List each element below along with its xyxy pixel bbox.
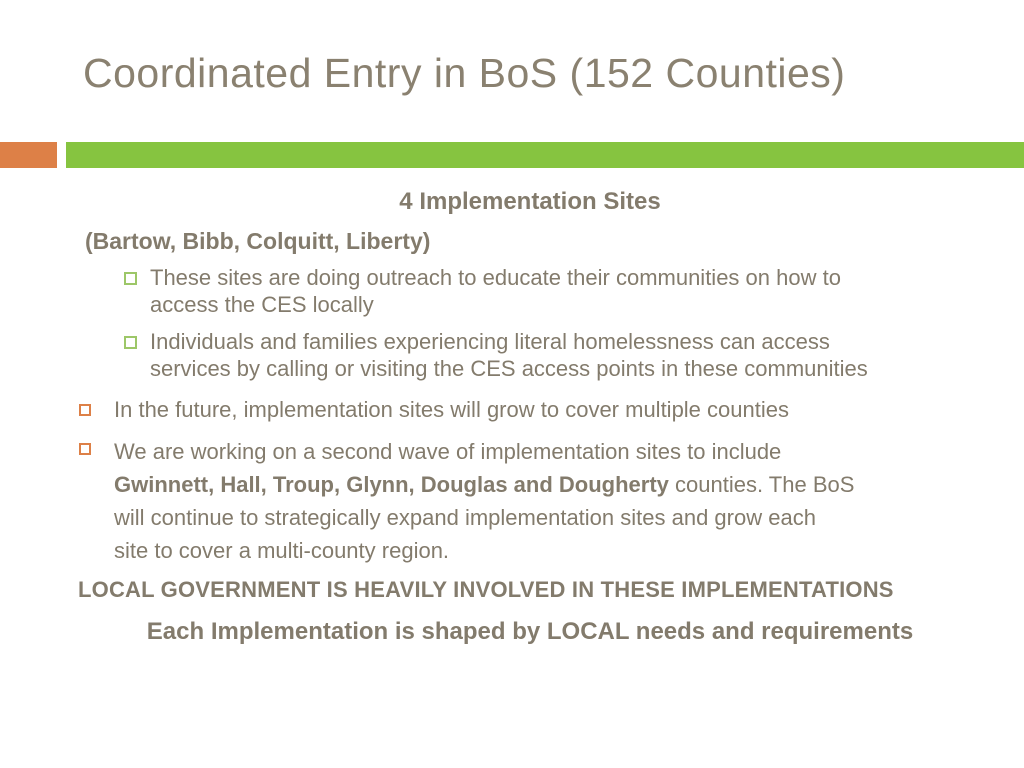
bullet-line: access the CES locally [150, 292, 374, 317]
implementation-sites-names: (Bartow, Bibb, Colquitt, Liberty) [85, 228, 431, 254]
bullet-line: will continue to strategically expand implementation sites and grow each [114, 505, 816, 530]
sub-bullet-outreach [0, 264, 1024, 318]
orange-square-bullet-icon [79, 443, 91, 455]
slide-title: Coordinated Entry in BoS (152 Counties) [83, 50, 846, 96]
bullet-line [114, 468, 854, 501]
county-names-rest: counties. The BoS [668, 472, 855, 497]
accent-green-bar [66, 142, 1024, 168]
each-implementation-statement: Each Implementation is shaped by LOCAL needs and requirements [146, 618, 914, 645]
sub-bullet-access-text [150, 328, 868, 382]
bullet-line: Individuals and families experiencing literal homelessness can access [150, 329, 830, 354]
orange-square-bullet-icon [79, 404, 91, 416]
sub-bullet-access [0, 328, 1024, 382]
local-government-statement: LOCAL GOVERNMENT IS HEAVILY INVOLVED IN THESE IMPLEMENTATIONS [78, 577, 894, 602]
bullet-line: We are working on a second wave of implementation sites to include [114, 439, 782, 464]
county-names-bold: Gwinnett, Hall, Troup, Glynn, Douglas and Dougherty [114, 472, 669, 497]
body-heading: 4 Implementation Sites [399, 188, 661, 215]
bullet-line: site to cover a multi-county region. [114, 538, 450, 563]
green-square-bullet-icon [124, 336, 137, 349]
bullet-line: services by calling or visiting the CES access points in these communities [150, 356, 868, 381]
bullet-future-growth-text [114, 396, 789, 423]
sub-bullet-outreach-text [150, 264, 841, 318]
bullet-line: These sites are doing outreach to educate their communities on how to [150, 265, 841, 290]
accent-orange-block [0, 142, 57, 168]
green-square-bullet-icon [124, 272, 137, 285]
bullet-line: In the future, implementation sites will grow to cover multiple counties [114, 397, 789, 422]
bullet-future-growth [0, 396, 1024, 423]
bullet-second-wave [0, 435, 1024, 567]
bullet-second-wave-text [114, 435, 854, 567]
